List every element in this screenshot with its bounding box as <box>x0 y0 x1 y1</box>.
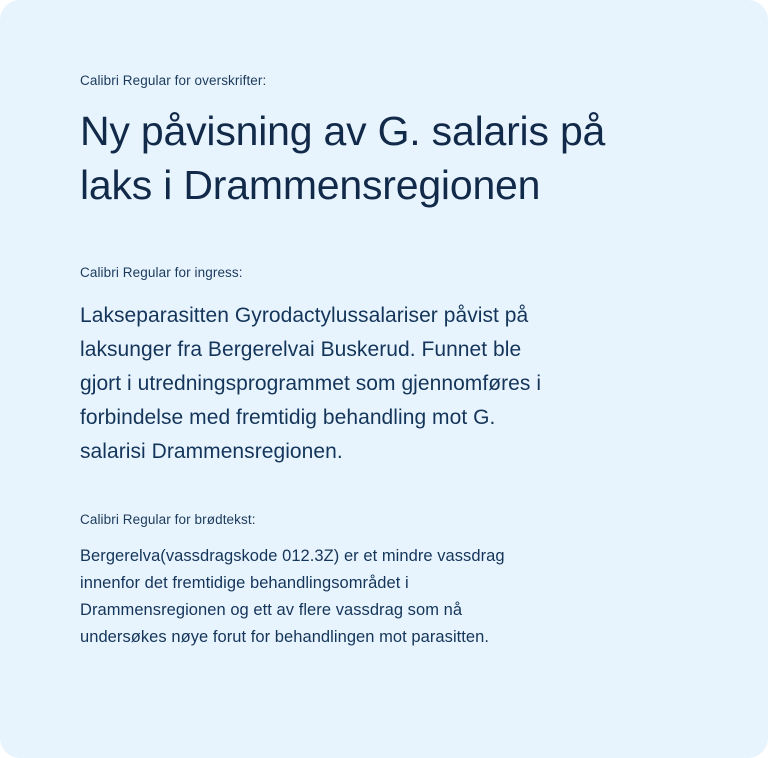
body-section <box>80 511 688 651</box>
ingress-section <box>80 264 688 469</box>
heading-spec-label: Calibri Regular for overskrifter: <box>80 73 267 88</box>
article-heading: Ny påvisning av G. salaris på laks i Drammensregionen <box>80 108 606 208</box>
article-body: Bergerelva(vassdragskode 012.3Z) er et mindre vassdrag innenfor det fremtidige behandlingsområdet i Drammensregionen og ett av flere vassdrag som nå undersøkes nøye forut for behandlingen mot parasitten. <box>80 547 505 646</box>
body-spec-label: Calibri Regular for brødtekst: <box>80 512 256 527</box>
article-ingress: Lakseparasitten Gyrodactylussalariser påvist på laksunger fra Bergerelvai Buskerud. Funnet ble gjort i utredningsprogrammet som gjennomføres i forbindelse med fremtidig behandling mot G. salarisi Drammensregionen. <box>80 304 542 463</box>
ingress-spec-label: Calibri Regular for ingress: <box>80 265 243 280</box>
heading-section <box>80 72 688 212</box>
